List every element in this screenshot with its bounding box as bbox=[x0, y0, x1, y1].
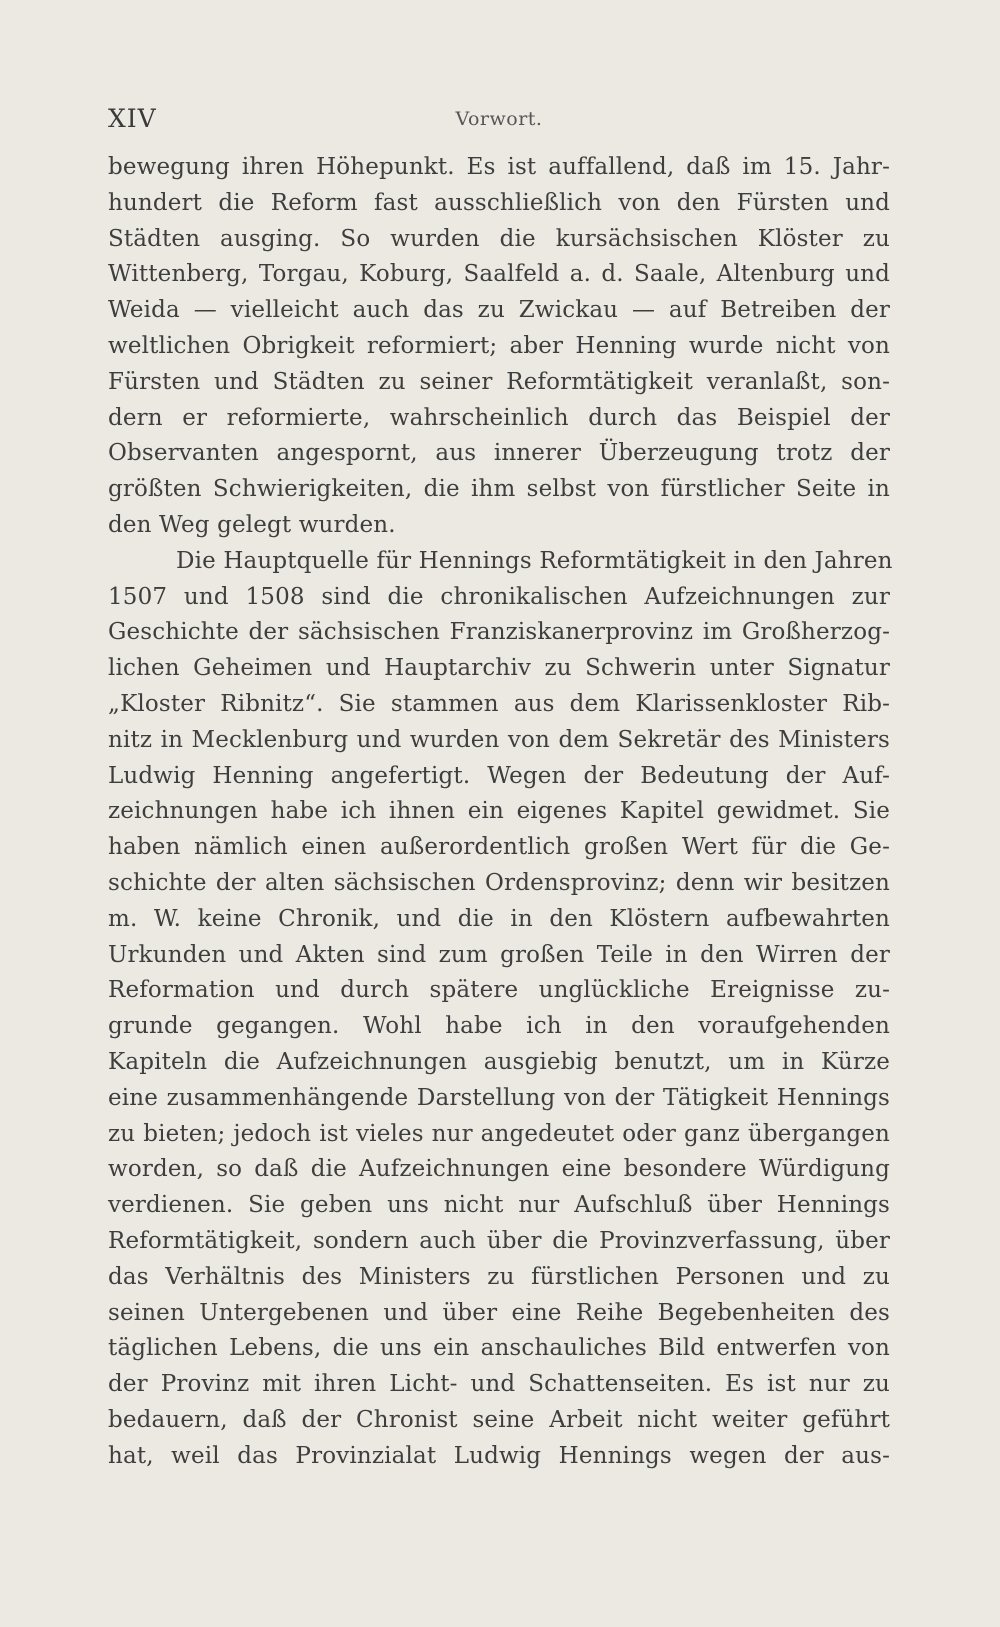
text-line: Urkunden und Akten sind zum großen Teile in den Wirren der bbox=[108, 941, 890, 968]
text-line: den Weg gelegt wurden. bbox=[108, 511, 396, 538]
text-line: Observanten angespornt, aus innerer Überzeugung trotz der bbox=[108, 440, 890, 467]
text-line: haben nämlich einen außerordentlich großen Wert für die Ge- bbox=[108, 834, 890, 861]
text-line: hat, weil das Provinzialat Ludwig Hennings wegen der aus- bbox=[108, 1442, 890, 1469]
running-title: Vorwort. bbox=[455, 108, 543, 130]
text-line: dern er reformierte, wahrscheinlich durch das Beispiel der bbox=[108, 404, 890, 431]
text-line: der Provinz mit ihren Licht- und Schattenseiten. Es ist nur zu bbox=[108, 1371, 890, 1398]
text-line: Kapiteln die Aufzeichnungen ausgiebig benutzt, um in Kürze bbox=[108, 1048, 890, 1075]
text-line: Ludwig Henning angefertigt. Wegen der Bedeutung der Auf- bbox=[108, 762, 890, 789]
text-line: täglichen Lebens, die uns ein anschauliches Bild entwerfen von bbox=[108, 1335, 890, 1362]
text-line: hundert die Reform fast ausschließlich von den Fürsten und bbox=[108, 189, 890, 216]
text-line: zu bieten; jedoch ist vieles nur angedeutet oder ganz übergangen bbox=[108, 1120, 890, 1147]
text-line: das Verhältnis des Ministers zu fürstlichen Personen und zu bbox=[108, 1263, 890, 1290]
text-line: Reformtätigkeit, sondern auch über die Provinzverfassung, über bbox=[108, 1227, 890, 1254]
text-line: bewegung ihren Höhepunkt. Es ist auffallend, daß im 15. Jahr- bbox=[108, 154, 890, 180]
body-text bbox=[108, 150, 893, 1474]
text-line: Weida — vielleicht auch das zu Zwickau — auf Betreiben der bbox=[108, 297, 890, 324]
text-line: Fürsten und Städten zu seiner Reformtätigkeit veranlaßt, son- bbox=[108, 368, 890, 395]
page-header bbox=[108, 104, 890, 140]
text-line: Städten ausging. So wurden die kursächsischen Klöster zu bbox=[108, 225, 890, 252]
text-line: größten Schwierigkeiten, die ihm selbst von fürstlicher Seite in bbox=[108, 476, 890, 503]
text-line: eine zusammenhängende Darstellung von der Tätigkeit Hennings bbox=[108, 1084, 890, 1111]
text-line: „Kloster Ribnitz“. Sie stammen aus dem Klarissenkloster Rib- bbox=[108, 690, 890, 717]
text-line: schichte der alten sächsischen Ordensprovinz; denn wir besitzen bbox=[108, 869, 890, 896]
text-line: m. W. keine Chronik, und die in den Klöstern aufbewahrten bbox=[108, 905, 890, 932]
text-line: weltlichen Obrigkeit reformiert; aber Henning wurde nicht von bbox=[108, 332, 890, 359]
text-line: nitz in Mecklenburg und wurden von dem Sekretär des Ministers bbox=[108, 726, 890, 753]
text-line: worden, so daß die Aufzeichnungen eine besondere Würdigung bbox=[108, 1156, 890, 1183]
text-line: Die Hauptquelle für Hennings Reformtätigkeit in den Jahren bbox=[176, 547, 893, 574]
text-line: Wittenberg, Torgau, Koburg, Saalfeld a. d. Saale, Altenburg und bbox=[108, 261, 890, 288]
text-line: 1507 und 1508 sind die chronikalischen Aufzeichnungen zur bbox=[108, 583, 890, 610]
page-number: XIV bbox=[108, 104, 157, 133]
text-line: zeichnungen habe ich ihnen ein eigenes Kapitel gewidmet. Sie bbox=[108, 798, 890, 825]
text-line: lichen Geheimen und Hauptarchiv zu Schwerin unter Signatur bbox=[108, 655, 890, 682]
text-line: Reformation und durch spätere unglückliche Ereignisse zu- bbox=[108, 977, 890, 1004]
text-line: Geschichte der sächsischen Franziskanerprovinz im Großherzog- bbox=[108, 619, 890, 646]
text-line: seinen Untergebenen und über eine Reihe Begebenheiten des bbox=[108, 1299, 890, 1326]
text-line: verdienen. Sie geben uns nicht nur Aufschluß über Hennings bbox=[108, 1192, 890, 1219]
text-line: grunde gegangen. Wohl habe ich in den voraufgehenden bbox=[108, 1013, 890, 1040]
text-line: bedauern, daß der Chronist seine Arbeit nicht weiter geführt bbox=[108, 1406, 890, 1433]
